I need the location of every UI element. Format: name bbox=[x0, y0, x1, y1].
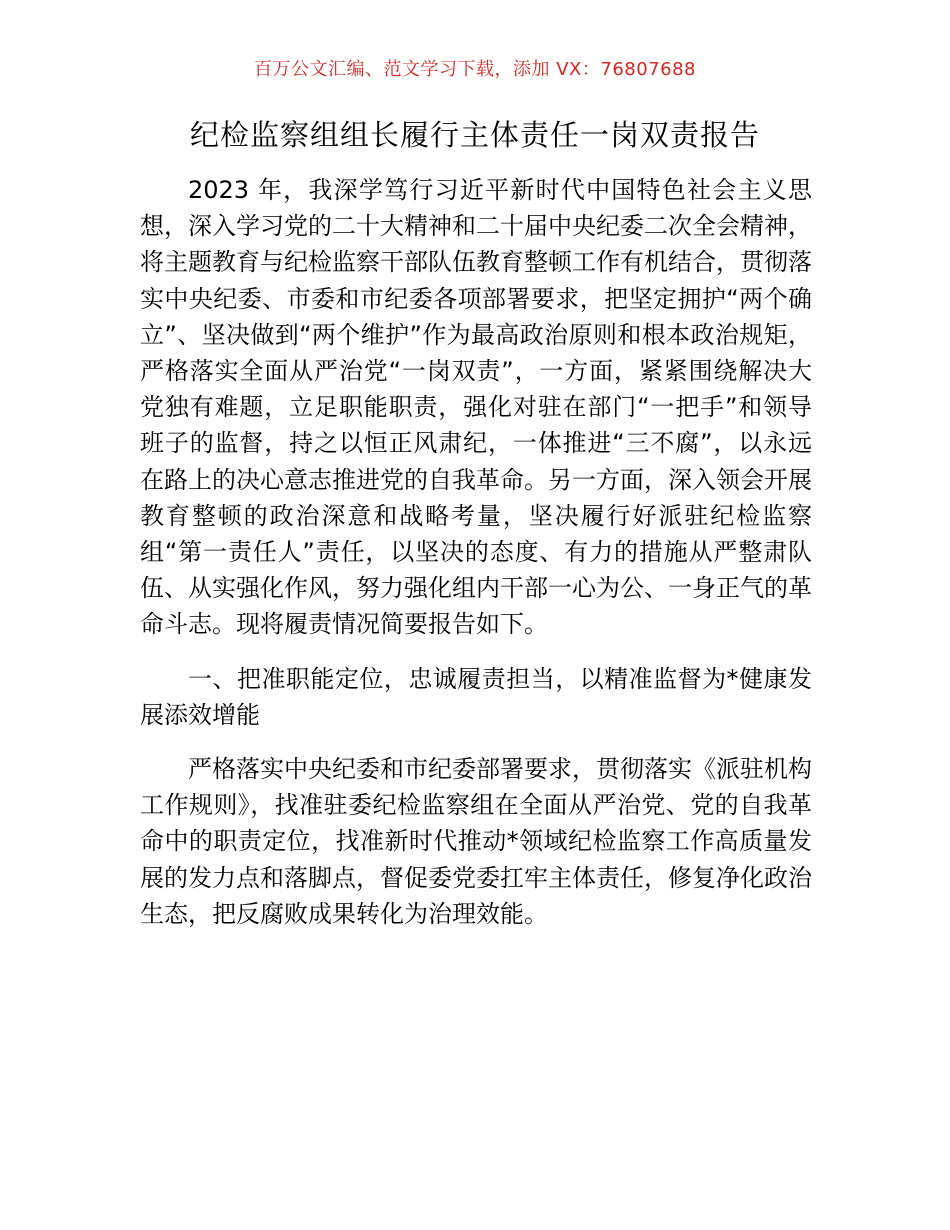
section-heading-1: 一、把准职能定位，忠诚履责担当，以精准监督为*健康发展添效增能 bbox=[140, 664, 812, 729]
document-body bbox=[140, 172, 812, 932]
section-1-paragraph: 严格落实中央纪委和市纪委部署要求，贯彻落实《派驻机构工作规则》，找准驻委纪检监察组在全面从严治党、党的自我革命中的职责定位，找准新时代推动*领域纪检监察工作高质量发展的发力点和落脚点，督促委党委扛牢主体责任，修复净化政治生态，把反腐败成果转化为治理效能。 bbox=[140, 755, 812, 928]
intro-paragraph: 2023 年，我深学笃行习近平新时代中国特色社会主义思想，深入学习党的二十大精神和二十届中央纪委二次全会精神，将主题教育与纪检监察干部队伍教育整顿工作有机结合，贯彻落实中央纪委、市委和市纪委各项部署要求，把坚定拥护“两个确立”、坚决做到“两个维护”作为最高政治原则和根本政治规矩，严格落实全面从严治党“一岗双责”，一方面，紧紧围绕解决大党独有难题，立足职能职责，强化对驻在部门“一把手”和领导班子的监督，持之以恒正风肃纪，一体推进“三不腐”，以永远在路上的决心意志推进党的自我革命。另一方面，深入领会开展教育整顿的政治深意和战略考量，坚决履行好派驻纪检监察组“第一责任人”责任，以坚决的态度、有力的措施从严整肃队伍、从实强化作风，努力强化组内干部一心为公、一身正气的革命斗志。现将履责情况简要报告如下。 bbox=[140, 176, 812, 639]
header-watermark-note: 百万公文汇编、范文学习下载，添加 VX：76807688 bbox=[254, 59, 696, 80]
document-title: 纪检监察组组长履行主体责任一岗双责报告 bbox=[189, 118, 760, 152]
